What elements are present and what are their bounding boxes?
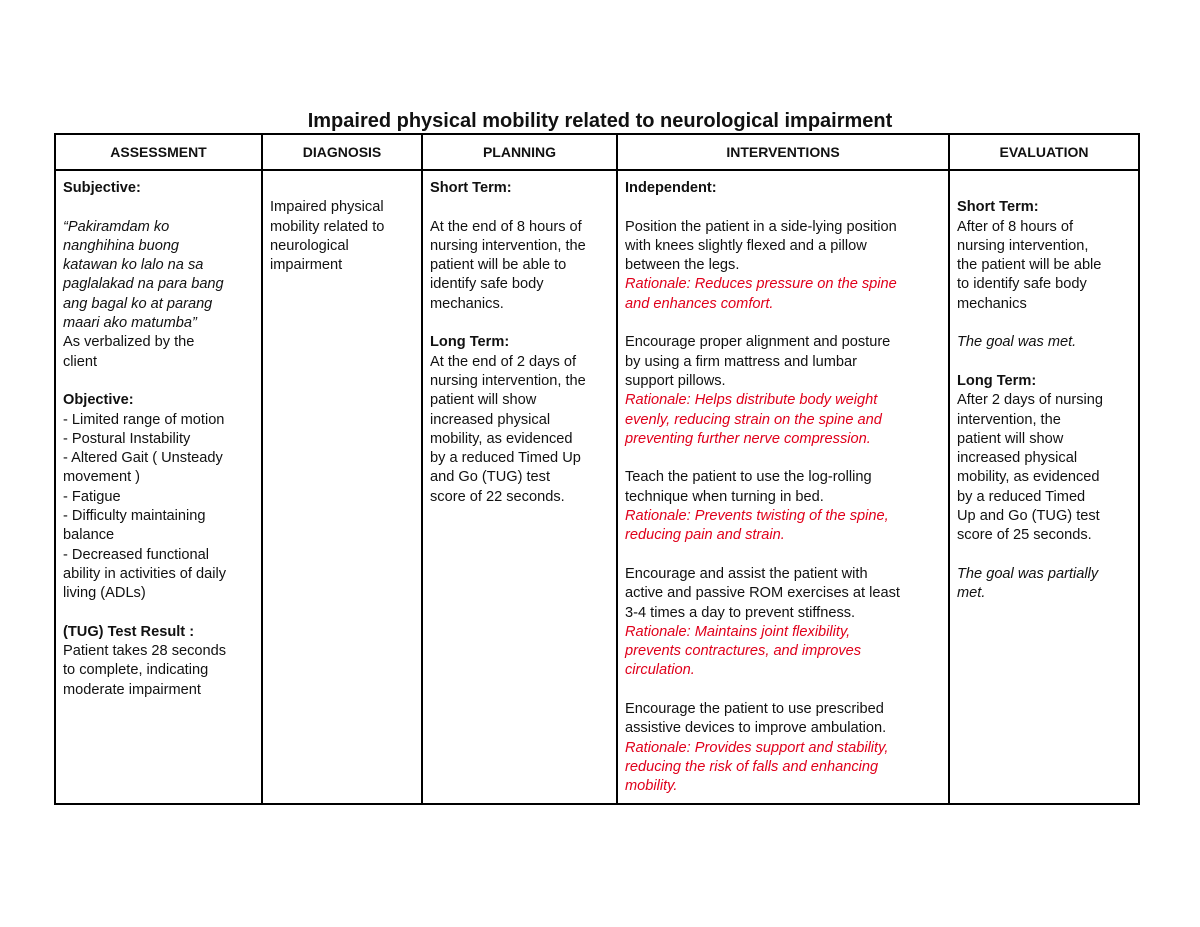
text-line: score of 25 seconds. [957,527,1092,544]
evaluation-long-result [957,565,1131,604]
rationale-text: evenly, reducing strain on the spine and [625,411,882,428]
text-line: Impaired physical [270,199,384,216]
intervention-item [625,333,941,449]
text-line: ability in activities of daily [63,565,227,582]
intervention-text: Encourage and assist the patient with [625,565,868,582]
intervention-item [625,700,941,796]
planning-short-goal [430,218,609,314]
planning-short-label: Short Term: [430,180,512,196]
text-line: neurological [270,237,349,254]
intervention-item [625,468,941,545]
rationale-text: Rationale: Maintains joint flexibility, [625,623,851,640]
evaluation-short-result: The goal was met. [957,334,1077,351]
intervention-text: active and passive ROM exercises at least [625,585,900,602]
tug-label: (TUG) Test Result : [63,623,195,640]
interventions-cell [617,170,949,804]
text-line: score of 22 seconds. [430,488,565,505]
rationale-text: preventing further nerve compression. [625,430,871,447]
text-line: Patient takes 28 seconds [63,643,227,660]
header-row [55,134,1139,170]
header-planning: PLANNING [422,134,617,170]
text-line: “Pakiramdam ko [63,218,170,235]
header-evaluation: EVALUATION [949,134,1139,170]
subjective-label: Subjective: [63,180,141,196]
text-line: nursing intervention, the [430,237,586,254]
text-line: mobility, as evidenced [430,430,573,447]
text-line: identify safe body [430,276,544,293]
text-line: Up and Go (TUG) test [957,508,1100,525]
text-line: - Decreased functional [63,546,210,563]
text-line: patient will show [430,392,537,409]
text-line: - Difficulty maintaining [63,508,206,525]
text-line: After of 8 hours of [957,218,1074,235]
header-interventions: INTERVENTIONS [617,134,949,170]
tug-result [63,642,254,700]
evaluation-cell [949,170,1139,804]
text-line: ang bagal ko at parang [63,295,213,312]
subjective-quote [63,218,254,334]
rationale-text: reducing the risk of falls and enhancing [625,758,879,775]
text-line: - Postural Instability [63,430,191,447]
rationale-text: and enhances comfort. [625,295,774,312]
intervention-text: support pillows. [625,372,726,389]
text-line: nanghihina buong [63,237,180,254]
rationale-text: Rationale: Reduces pressure on the spine [625,276,897,293]
text-line: patient will show [957,430,1064,447]
text-line: - Altered Gait ( Unsteady [63,450,223,467]
text-line: and Go (TUG) test [430,469,551,486]
page-title: Impaired physical mobility related to neurological impairment [307,110,893,132]
interventions-list [625,218,941,797]
text-line: paglalakad na para bang [63,276,224,293]
rationale-text: mobility. [625,778,678,795]
text-line: mobility related to [270,218,385,235]
rationale-text: Rationale: Prevents twisting of the spine, [625,508,889,525]
text-line: katawan ko lalo na sa [63,257,204,274]
assessment-cell [55,170,262,804]
evaluation-short-text [957,218,1131,314]
text-line: by a reduced Timed Up [430,450,581,467]
text-line: maari ako matumba” [63,315,197,332]
text-line: nursing intervention, [957,237,1089,254]
text-line: intervention, the [957,411,1061,428]
text-line: The goal was partially [957,565,1099,582]
verbalized-note [63,333,254,372]
text-line: patient will be able to [430,257,567,274]
intervention-text: assistive devices to improve ambulation. [625,720,887,737]
independent-label: Independent: [625,180,717,196]
header-assessment: ASSESSMENT [55,134,262,170]
evaluation-short-label: Short Term: [957,199,1039,216]
planning-long-label: Long Term: [430,334,510,351]
text-line: At the end of 2 days of [430,353,577,370]
text-line: balance [63,527,115,544]
planning-cell [422,170,617,804]
evaluation-long-text [957,391,1131,545]
evaluation-long-label: Long Term: [957,372,1037,389]
text-line: the patient will be able [957,257,1102,274]
rationale-text: reducing pain and strain. [625,527,785,544]
diagnosis-cell [262,170,422,804]
header-diagnosis: DIAGNOSIS [262,134,422,170]
rationale-text: Rationale: Helps distribute body weight [625,392,878,409]
intervention-item [625,565,941,681]
text-line: increased physical [957,450,1078,467]
intervention-text: between the legs. [625,257,740,274]
text-line: impairment [270,257,343,274]
objective-list [63,411,254,604]
text-line: moderate impairment [63,681,201,698]
text-line: increased physical [430,411,551,428]
intervention-text: Position the patient in a side-lying position [625,218,897,235]
text-line: - Fatigue [63,488,121,505]
rationale-text: prevents contractures, and improves [625,643,862,660]
text-line: by a reduced Timed [957,488,1086,505]
intervention-text: with knees slightly flexed and a pillow [625,237,867,254]
text-line: After 2 days of nursing [957,392,1104,409]
text-line: client [63,353,98,370]
text-line: At the end of 8 hours of [430,218,582,235]
intervention-item [625,218,941,314]
rationale-text: Rationale: Provides support and stability, [625,739,889,756]
text-line: mechanics. [430,295,504,312]
content-row [55,170,1139,804]
rationale-text: circulation. [625,662,695,679]
intervention-text: 3-4 times a day to prevent stiffness. [625,604,856,621]
intervention-text: technique when turning in bed. [625,488,824,505]
care-plan-table [54,133,1140,805]
text-line: As verbalized by the [63,334,195,351]
planning-long-goal [430,353,609,507]
text-line: movement ) [63,469,141,486]
text-line: living (ADLs) [63,585,146,602]
intervention-text: Encourage proper alignment and posture [625,334,891,351]
text-line: mobility, as evidenced [957,469,1100,486]
text-line: mechanics [957,295,1027,312]
text-line: met. [957,585,986,602]
diagnosis-text [270,198,414,275]
text-line: to complete, indicating [63,662,209,679]
objective-label: Objective: [63,392,134,409]
intervention-text: by using a firm mattress and lumbar [625,353,857,370]
intervention-text: Teach the patient to use the log-rolling [625,469,872,486]
text-line: to identify safe body [957,276,1087,293]
text-line: nursing intervention, the [430,372,586,389]
text-line: - Limited range of motion [63,411,225,428]
intervention-text: Encourage the patient to use prescribed [625,701,884,718]
